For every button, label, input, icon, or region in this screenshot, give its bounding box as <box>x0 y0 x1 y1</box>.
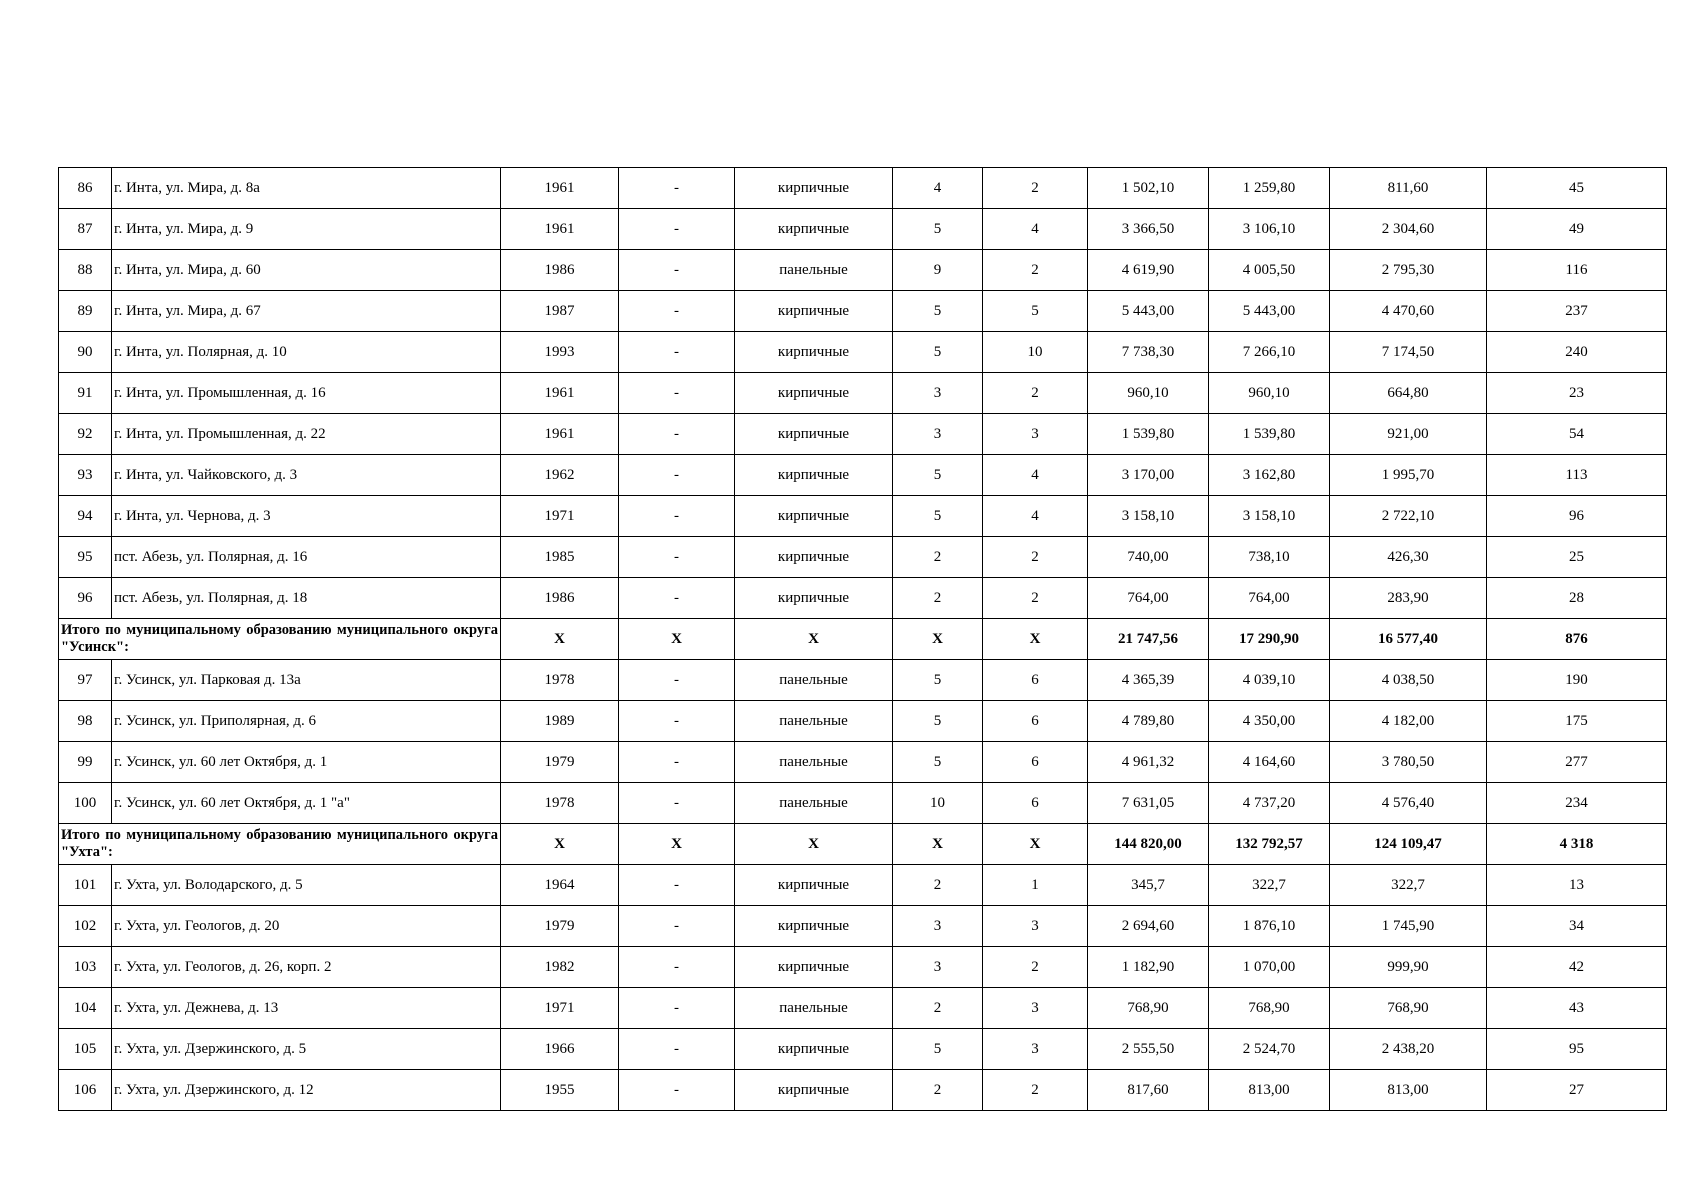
cell-floors: 5 <box>893 1029 983 1070</box>
cell-year: 1964 <box>501 865 619 906</box>
cell-area-3: 664,80 <box>1330 373 1487 414</box>
cell-num: 89 <box>59 291 112 332</box>
cell-num: 97 <box>59 660 112 701</box>
cell-area-living: 1 070,00 <box>1209 947 1330 988</box>
cell-material: кирпичные <box>735 373 893 414</box>
cell-residents: 42 <box>1487 947 1667 988</box>
cell-entrances: 2 <box>983 250 1088 291</box>
cell-material: панельные <box>735 742 893 783</box>
cell-entrances: 1 <box>983 865 1088 906</box>
cell-entrances: 4 <box>983 455 1088 496</box>
cell-residents: 96 <box>1487 496 1667 537</box>
cell-area-3: 999,90 <box>1330 947 1487 988</box>
cell-area-living: 960,10 <box>1209 373 1330 414</box>
cell-area-3: 2 438,20 <box>1330 1029 1487 1070</box>
cell-area-3: 3 780,50 <box>1330 742 1487 783</box>
subtotal-row <box>59 824 1667 865</box>
cell-area-total: 764,00 <box>1088 578 1209 619</box>
cell-material: X <box>735 619 893 660</box>
cell-col4: - <box>619 947 735 988</box>
cell-num: 100 <box>59 783 112 824</box>
cell-residents: 237 <box>1487 291 1667 332</box>
cell-year: 1955 <box>501 1070 619 1111</box>
cell-num: 92 <box>59 414 112 455</box>
cell-address: г. Инта, ул. Чернова, д. 3 <box>112 496 501 537</box>
cell-entrances: 2 <box>983 168 1088 209</box>
cell-area-living: 813,00 <box>1209 1070 1330 1111</box>
table-body <box>59 168 1667 1111</box>
cell-year: 1971 <box>501 496 619 537</box>
cell-area-3: 921,00 <box>1330 414 1487 455</box>
table-row <box>59 1029 1667 1070</box>
cell-area-3: 124 109,47 <box>1330 824 1487 865</box>
cell-area-living: 5 443,00 <box>1209 291 1330 332</box>
cell-material: кирпичные <box>735 1029 893 1070</box>
cell-area-3: 4 576,40 <box>1330 783 1487 824</box>
cell-entrances: 6 <box>983 783 1088 824</box>
cell-year: 1982 <box>501 947 619 988</box>
cell-area-living: 132 792,57 <box>1209 824 1330 865</box>
table-row <box>59 373 1667 414</box>
cell-residents: 113 <box>1487 455 1667 496</box>
cell-num: 94 <box>59 496 112 537</box>
table-row <box>59 455 1667 496</box>
cell-entrances: 6 <box>983 742 1088 783</box>
cell-residents: 28 <box>1487 578 1667 619</box>
cell-residents: 175 <box>1487 701 1667 742</box>
cell-area-total: 960,10 <box>1088 373 1209 414</box>
cell-residents: 34 <box>1487 906 1667 947</box>
cell-address: г. Усинск, ул. 60 лет Октября, д. 1 <box>112 742 501 783</box>
cell-floors: X <box>893 619 983 660</box>
cell-material: кирпичные <box>735 865 893 906</box>
cell-year: 1966 <box>501 1029 619 1070</box>
cell-floors: 5 <box>893 209 983 250</box>
cell-residents: 876 <box>1487 619 1667 660</box>
cell-col4: - <box>619 578 735 619</box>
cell-entrances: 3 <box>983 1029 1088 1070</box>
cell-area-living: 4 164,60 <box>1209 742 1330 783</box>
cell-area-total: 3 170,00 <box>1088 455 1209 496</box>
cell-col4: - <box>619 906 735 947</box>
cell-year: 1961 <box>501 414 619 455</box>
cell-col4: - <box>619 332 735 373</box>
cell-num: 88 <box>59 250 112 291</box>
cell-residents: 240 <box>1487 332 1667 373</box>
cell-floors: 5 <box>893 660 983 701</box>
cell-area-total: 3 366,50 <box>1088 209 1209 250</box>
cell-entrances: 4 <box>983 209 1088 250</box>
cell-num: 106 <box>59 1070 112 1111</box>
cell-num: 103 <box>59 947 112 988</box>
cell-area-3: 2 304,60 <box>1330 209 1487 250</box>
cell-floors: 3 <box>893 414 983 455</box>
cell-col4: X <box>619 619 735 660</box>
cell-address: г. Усинск, ул. Парковая д. 13а <box>112 660 501 701</box>
cell-col4: - <box>619 455 735 496</box>
cell-entrances: 2 <box>983 947 1088 988</box>
cell-num: 87 <box>59 209 112 250</box>
cell-year: 1961 <box>501 373 619 414</box>
cell-area-3: 811,60 <box>1330 168 1487 209</box>
cell-col4: - <box>619 291 735 332</box>
subtotal-label: Итого по муниципальному образованию муниципального округа "Ухта": <box>59 824 501 865</box>
cell-area-3: 4 470,60 <box>1330 291 1487 332</box>
cell-address: пст. Абезь, ул. Полярная, д. 16 <box>112 537 501 578</box>
cell-material: кирпичные <box>735 578 893 619</box>
table-row <box>59 988 1667 1029</box>
cell-area-living: 1 259,80 <box>1209 168 1330 209</box>
cell-num: 96 <box>59 578 112 619</box>
cell-entrances: X <box>983 619 1088 660</box>
cell-col4: - <box>619 537 735 578</box>
cell-entrances: 6 <box>983 660 1088 701</box>
table-row <box>59 578 1667 619</box>
cell-num: 90 <box>59 332 112 373</box>
cell-entrances: 5 <box>983 291 1088 332</box>
cell-area-living: 3 106,10 <box>1209 209 1330 250</box>
cell-area-3: 813,00 <box>1330 1070 1487 1111</box>
cell-area-living: 1 539,80 <box>1209 414 1330 455</box>
cell-year: 1962 <box>501 455 619 496</box>
cell-entrances: 4 <box>983 496 1088 537</box>
cell-num: 102 <box>59 906 112 947</box>
cell-entrances: 2 <box>983 537 1088 578</box>
cell-material: панельные <box>735 250 893 291</box>
cell-area-total: 1 539,80 <box>1088 414 1209 455</box>
cell-material: кирпичные <box>735 906 893 947</box>
cell-residents: 234 <box>1487 783 1667 824</box>
cell-num: 91 <box>59 373 112 414</box>
cell-address: г. Инта, ул. Полярная, д. 10 <box>112 332 501 373</box>
cell-area-3: 1 995,70 <box>1330 455 1487 496</box>
cell-area-total: 1 502,10 <box>1088 168 1209 209</box>
cell-address: г. Ухта, ул. Геологов, д. 20 <box>112 906 501 947</box>
cell-area-3: 2 722,10 <box>1330 496 1487 537</box>
cell-year: X <box>501 619 619 660</box>
cell-address: г. Ухта, ул. Володарского, д. 5 <box>112 865 501 906</box>
cell-area-total: 4 789,80 <box>1088 701 1209 742</box>
cell-floors: 3 <box>893 373 983 414</box>
cell-entrances: 3 <box>983 906 1088 947</box>
cell-residents: 27 <box>1487 1070 1667 1111</box>
cell-floors: 5 <box>893 701 983 742</box>
table-row <box>59 1070 1667 1111</box>
cell-address: г. Ухта, ул. Дежнева, д. 13 <box>112 988 501 1029</box>
cell-area-total: 4 961,32 <box>1088 742 1209 783</box>
cell-address: г. Ухта, ул. Дзержинского, д. 5 <box>112 1029 501 1070</box>
cell-area-living: 322,7 <box>1209 865 1330 906</box>
cell-area-total: 817,60 <box>1088 1070 1209 1111</box>
cell-residents: 190 <box>1487 660 1667 701</box>
cell-floors: 2 <box>893 578 983 619</box>
cell-material: панельные <box>735 783 893 824</box>
cell-address: г. Ухта, ул. Геологов, д. 26, корп. 2 <box>112 947 501 988</box>
table-row <box>59 947 1667 988</box>
cell-area-living: 17 290,90 <box>1209 619 1330 660</box>
cell-address: г. Усинск, ул. 60 лет Октября, д. 1 "а" <box>112 783 501 824</box>
cell-year: 1985 <box>501 537 619 578</box>
cell-year: 1979 <box>501 906 619 947</box>
cell-year: 1978 <box>501 660 619 701</box>
cell-floors: 2 <box>893 865 983 906</box>
cell-col4: - <box>619 701 735 742</box>
cell-col4: - <box>619 168 735 209</box>
cell-floors: X <box>893 824 983 865</box>
table-row <box>59 414 1667 455</box>
cell-entrances: 2 <box>983 578 1088 619</box>
cell-address: г. Инта, ул. Мира, д. 67 <box>112 291 501 332</box>
subtotal-row <box>59 619 1667 660</box>
cell-area-total: 7 631,05 <box>1088 783 1209 824</box>
cell-address: пст. Абезь, ул. Полярная, д. 18 <box>112 578 501 619</box>
cell-area-living: 3 162,80 <box>1209 455 1330 496</box>
cell-area-living: 7 266,10 <box>1209 332 1330 373</box>
cell-material: X <box>735 824 893 865</box>
cell-address: г. Инта, ул. Промышленная, д. 16 <box>112 373 501 414</box>
cell-material: кирпичные <box>735 209 893 250</box>
cell-floors: 5 <box>893 496 983 537</box>
cell-area-total: 3 158,10 <box>1088 496 1209 537</box>
cell-residents: 116 <box>1487 250 1667 291</box>
cell-material: кирпичные <box>735 1070 893 1111</box>
cell-residents: 54 <box>1487 414 1667 455</box>
cell-area-living: 4 350,00 <box>1209 701 1330 742</box>
cell-floors: 2 <box>893 1070 983 1111</box>
table-row <box>59 209 1667 250</box>
cell-address: г. Инта, ул. Чайковского, д. 3 <box>112 455 501 496</box>
cell-material: панельные <box>735 701 893 742</box>
cell-material: кирпичные <box>735 496 893 537</box>
cell-entrances: 2 <box>983 373 1088 414</box>
cell-year: 1971 <box>501 988 619 1029</box>
cell-material: панельные <box>735 660 893 701</box>
cell-col4: - <box>619 1029 735 1070</box>
cell-entrances: 3 <box>983 988 1088 1029</box>
cell-num: 95 <box>59 537 112 578</box>
table-row <box>59 291 1667 332</box>
cell-residents: 45 <box>1487 168 1667 209</box>
cell-area-3: 426,30 <box>1330 537 1487 578</box>
cell-year: 1961 <box>501 168 619 209</box>
cell-area-total: 768,90 <box>1088 988 1209 1029</box>
cell-area-living: 4 737,20 <box>1209 783 1330 824</box>
cell-area-total: 4 619,90 <box>1088 250 1209 291</box>
table-row <box>59 701 1667 742</box>
cell-area-total: 21 747,56 <box>1088 619 1209 660</box>
cell-year: 1961 <box>501 209 619 250</box>
table-row <box>59 660 1667 701</box>
cell-area-3: 4 182,00 <box>1330 701 1487 742</box>
cell-year: 1993 <box>501 332 619 373</box>
cell-area-3: 7 174,50 <box>1330 332 1487 373</box>
cell-year: 1986 <box>501 578 619 619</box>
cell-area-total: 7 738,30 <box>1088 332 1209 373</box>
cell-year: 1987 <box>501 291 619 332</box>
cell-year: 1979 <box>501 742 619 783</box>
cell-year: X <box>501 824 619 865</box>
cell-col4: - <box>619 865 735 906</box>
cell-floors: 5 <box>893 291 983 332</box>
cell-area-3: 322,7 <box>1330 865 1487 906</box>
subtotal-label: Итого по муниципальному образованию муниципального округа "Усинск": <box>59 619 501 660</box>
table-row <box>59 496 1667 537</box>
cell-area-living: 4 005,50 <box>1209 250 1330 291</box>
cell-residents: 23 <box>1487 373 1667 414</box>
cell-area-3: 283,90 <box>1330 578 1487 619</box>
cell-year: 1978 <box>501 783 619 824</box>
cell-area-total: 144 820,00 <box>1088 824 1209 865</box>
cell-col4: - <box>619 1070 735 1111</box>
cell-num: 93 <box>59 455 112 496</box>
cell-col4: - <box>619 742 735 783</box>
table-row <box>59 250 1667 291</box>
cell-area-3: 16 577,40 <box>1330 619 1487 660</box>
cell-area-living: 2 524,70 <box>1209 1029 1330 1070</box>
cell-col4: - <box>619 373 735 414</box>
table-row <box>59 742 1667 783</box>
cell-area-3: 1 745,90 <box>1330 906 1487 947</box>
cell-floors: 5 <box>893 332 983 373</box>
cell-material: кирпичные <box>735 455 893 496</box>
cell-num: 99 <box>59 742 112 783</box>
cell-residents: 13 <box>1487 865 1667 906</box>
cell-area-living: 1 876,10 <box>1209 906 1330 947</box>
cell-area-total: 5 443,00 <box>1088 291 1209 332</box>
table-row <box>59 906 1667 947</box>
cell-floors: 2 <box>893 988 983 1029</box>
cell-col4: - <box>619 988 735 1029</box>
cell-entrances: 10 <box>983 332 1088 373</box>
cell-num: 104 <box>59 988 112 1029</box>
cell-residents: 4 318 <box>1487 824 1667 865</box>
cell-floors: 10 <box>893 783 983 824</box>
cell-residents: 25 <box>1487 537 1667 578</box>
cell-area-3: 768,90 <box>1330 988 1487 1029</box>
cell-address: г. Ухта, ул. Дзержинского, д. 12 <box>112 1070 501 1111</box>
table-row <box>59 537 1667 578</box>
cell-area-total: 1 182,90 <box>1088 947 1209 988</box>
cell-num: 98 <box>59 701 112 742</box>
cell-area-total: 2 555,50 <box>1088 1029 1209 1070</box>
cell-area-total: 4 365,39 <box>1088 660 1209 701</box>
cell-area-total: 2 694,60 <box>1088 906 1209 947</box>
cell-entrances: 6 <box>983 701 1088 742</box>
cell-area-total: 345,7 <box>1088 865 1209 906</box>
cell-floors: 3 <box>893 906 983 947</box>
cell-col4: - <box>619 250 735 291</box>
cell-entrances: 3 <box>983 414 1088 455</box>
cell-address: г. Инта, ул. Мира, д. 60 <box>112 250 501 291</box>
cell-residents: 49 <box>1487 209 1667 250</box>
table-row <box>59 168 1667 209</box>
cell-area-living: 768,90 <box>1209 988 1330 1029</box>
cell-residents: 95 <box>1487 1029 1667 1070</box>
cell-floors: 4 <box>893 168 983 209</box>
cell-floors: 9 <box>893 250 983 291</box>
cell-material: кирпичные <box>735 332 893 373</box>
cell-area-living: 764,00 <box>1209 578 1330 619</box>
table-row <box>59 783 1667 824</box>
cell-address: г. Усинск, ул. Приполярная, д. 6 <box>112 701 501 742</box>
cell-floors: 2 <box>893 537 983 578</box>
cell-num: 86 <box>59 168 112 209</box>
cell-area-living: 3 158,10 <box>1209 496 1330 537</box>
cell-col4: - <box>619 660 735 701</box>
cell-num: 101 <box>59 865 112 906</box>
cell-area-living: 4 039,10 <box>1209 660 1330 701</box>
cell-col4: - <box>619 209 735 250</box>
cell-year: 1986 <box>501 250 619 291</box>
cell-num: 105 <box>59 1029 112 1070</box>
cell-area-living: 738,10 <box>1209 537 1330 578</box>
cell-floors: 5 <box>893 455 983 496</box>
cell-material: кирпичные <box>735 537 893 578</box>
cell-year: 1989 <box>501 701 619 742</box>
cell-material: кирпичные <box>735 947 893 988</box>
cell-address: г. Инта, ул. Промышленная, д. 22 <box>112 414 501 455</box>
cell-material: кирпичные <box>735 168 893 209</box>
cell-material: кирпичные <box>735 291 893 332</box>
cell-col4: - <box>619 783 735 824</box>
cell-material: кирпичные <box>735 414 893 455</box>
cell-area-3: 4 038,50 <box>1330 660 1487 701</box>
cell-col4: - <box>619 414 735 455</box>
cell-col4: - <box>619 496 735 537</box>
table-row <box>59 332 1667 373</box>
cell-area-3: 2 795,30 <box>1330 250 1487 291</box>
cell-floors: 3 <box>893 947 983 988</box>
cell-residents: 43 <box>1487 988 1667 1029</box>
table-row <box>59 865 1667 906</box>
cell-material: панельные <box>735 988 893 1029</box>
cell-entrances: 2 <box>983 1070 1088 1111</box>
cell-col4: X <box>619 824 735 865</box>
housing-registry-table <box>58 167 1667 1111</box>
cell-floors: 5 <box>893 742 983 783</box>
cell-residents: 277 <box>1487 742 1667 783</box>
cell-address: г. Инта, ул. Мира, д. 9 <box>112 209 501 250</box>
cell-area-total: 740,00 <box>1088 537 1209 578</box>
cell-address: г. Инта, ул. Мира, д. 8а <box>112 168 501 209</box>
cell-entrances: X <box>983 824 1088 865</box>
